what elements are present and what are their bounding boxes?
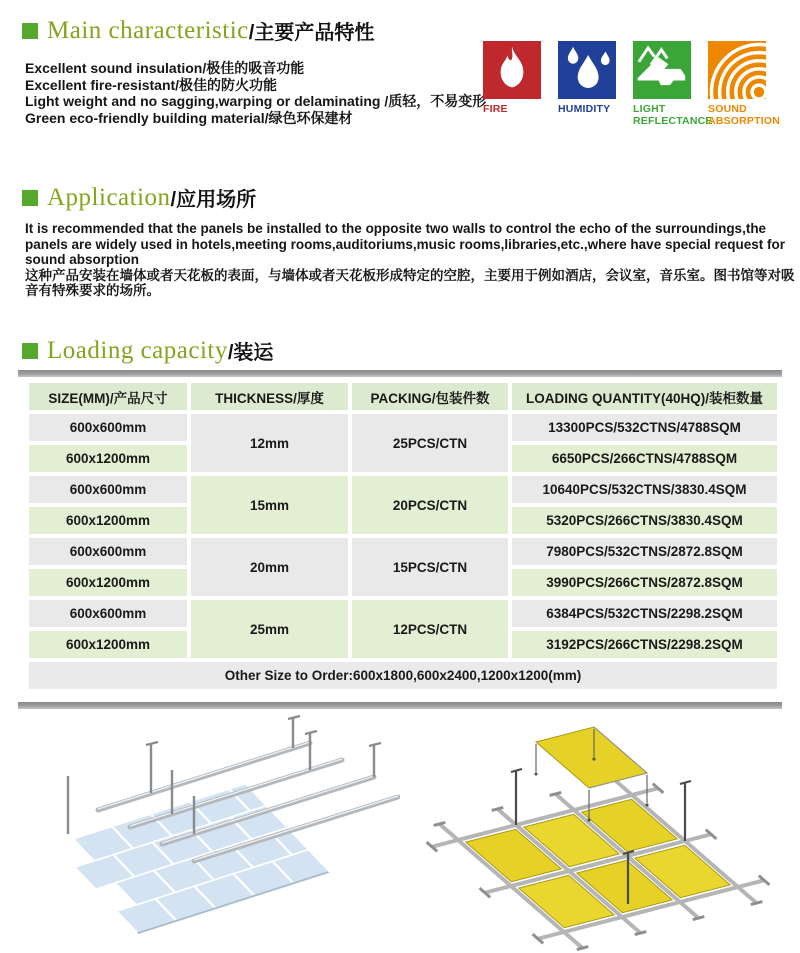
table-row (29, 476, 777, 503)
feature-line: Green eco-friendly building material/绿色环保建材 (25, 109, 353, 126)
cell-size: 600x1200mm (29, 569, 187, 596)
cell-size: 600x600mm (29, 600, 187, 627)
cell-size: 600x1200mm (29, 631, 187, 658)
humidity-icon-cell (558, 41, 616, 127)
section-header-loading-capacity (22, 336, 273, 365)
sound-absorption-icon-cell (708, 41, 781, 127)
cell-packing: 15PCS/CTN (352, 538, 508, 596)
feature-line: Excellent fire-resistant/极佳的防火功能 (25, 76, 278, 93)
cell-size: 600x600mm (29, 414, 187, 441)
light-reflectance-icon-label: LIGHT REFLECTANCE (633, 103, 713, 127)
cell-thickness: 20mm (191, 538, 348, 596)
cell-loading: 3192PCS/266CTNS/2298.2SQM (512, 631, 777, 658)
cell-size: 600x600mm (29, 476, 187, 503)
section-title-zh: /装运 (227, 342, 274, 364)
cell-packing: 20PCS/CTN (352, 476, 508, 534)
col-header-size: SIZE(MM)/产品尺寸 (29, 383, 187, 410)
fire-icon-cell (483, 41, 541, 127)
light-reflectance-icon-cell (633, 41, 713, 127)
green-square-bullet-icon (22, 343, 38, 359)
green-square-bullet-icon (22, 190, 38, 206)
section-title-zh: /主要产品特性 (248, 22, 375, 44)
loading-capacity-table (25, 379, 781, 693)
fire-icon-label: FIRE (483, 103, 508, 115)
floating-panel (536, 727, 647, 788)
table-row (29, 538, 777, 565)
sound-absorption-icon (708, 41, 766, 99)
t-grid (413, 772, 782, 952)
section-title-en: Application (47, 183, 171, 211)
t-grid-ceiling-diagram-yellow-panels (398, 712, 796, 952)
section-title-zh: /应用场所 (170, 189, 257, 211)
green-square-bullet-icon (22, 23, 38, 39)
light-reflectance-icon (633, 41, 691, 99)
col-header-packing: PACKING/包装件数 (352, 383, 508, 410)
section-title-en: Main characteristic (47, 16, 249, 44)
col-header-loading: LOADING QUANTITY(40HQ)/装柜数量 (512, 383, 777, 410)
cell-packing: 25PCS/CTN (352, 414, 508, 472)
cell-loading: 3990PCS/266CTNS/2872.8SQM (512, 569, 777, 596)
application-text-en: It is recommended that the panels be installed to the opposite two walls to control the echo of the surroundings,the panels are widely used in hotels,meeting rooms,auditoriums,music rooms,libraries,etc.,where have special request for sound absorption (25, 221, 785, 267)
divider-bar-bottom (18, 702, 782, 709)
section-header-main-characteristic (22, 16, 374, 45)
feature-line: Light weight and no sagging,warping or delaminating /质轻，不易变形 (25, 93, 487, 109)
cell-size: 600x1200mm (29, 445, 187, 472)
characteristic-icons (483, 41, 781, 127)
table-row (29, 414, 777, 441)
cell-loading: 5320PCS/266CTNS/3830.4SQM (512, 507, 777, 534)
sound-absorption-icon-label: SOUND ABSORPTION (708, 103, 781, 127)
cell-thickness: 25mm (191, 600, 348, 658)
suspended-ceiling-diagram-blue-panels (48, 714, 400, 951)
application-paragraph (25, 221, 797, 299)
table-row (29, 600, 777, 627)
humidity-icon (558, 41, 616, 99)
feature-line: Excellent sound insulation/极佳的吸音功能 (25, 60, 305, 76)
feature-list (25, 60, 486, 126)
cell-size: 600x600mm (29, 538, 187, 565)
cell-thickness: 12mm (191, 414, 348, 472)
cell-loading: 13300PCS/532CTNS/4788SQM (512, 414, 777, 441)
section-title-en: Loading capacity (47, 336, 228, 364)
cell-loading: 7980PCS/532CTNS/2872.8SQM (512, 538, 777, 565)
table-header-row (29, 383, 777, 410)
cell-packing: 12PCS/CTN (352, 600, 508, 658)
divider-bar-top (18, 370, 782, 377)
application-text-zh: 这种产品安装在墙体或者天花板的表面，与墙体或者天花板形成特定的空腔，主要用于例如酒店，会议室，音乐室。图书馆等对吸音有特殊要求的场所。 (25, 267, 795, 298)
cell-loading: 10640PCS/532CTNS/3830.4SQM (512, 476, 777, 503)
section-header-application (22, 183, 256, 212)
humidity-icon-label: HUMIDITY (558, 103, 611, 115)
col-header-thickness: THICKNESS/厚度 (191, 383, 348, 410)
cell-size: 600x1200mm (29, 507, 187, 534)
cell-thickness: 15mm (191, 476, 348, 534)
cell-loading: 6650PCS/266CTNS/4788SQM (512, 445, 777, 472)
table-footer-row (29, 662, 777, 689)
other-size-note: Other Size to Order:600x1800,600x2400,1200x1200(mm) (29, 662, 777, 689)
cell-loading: 6384PCS/532CTNS/2298.2SQM (512, 600, 777, 627)
fire-icon (483, 41, 541, 99)
